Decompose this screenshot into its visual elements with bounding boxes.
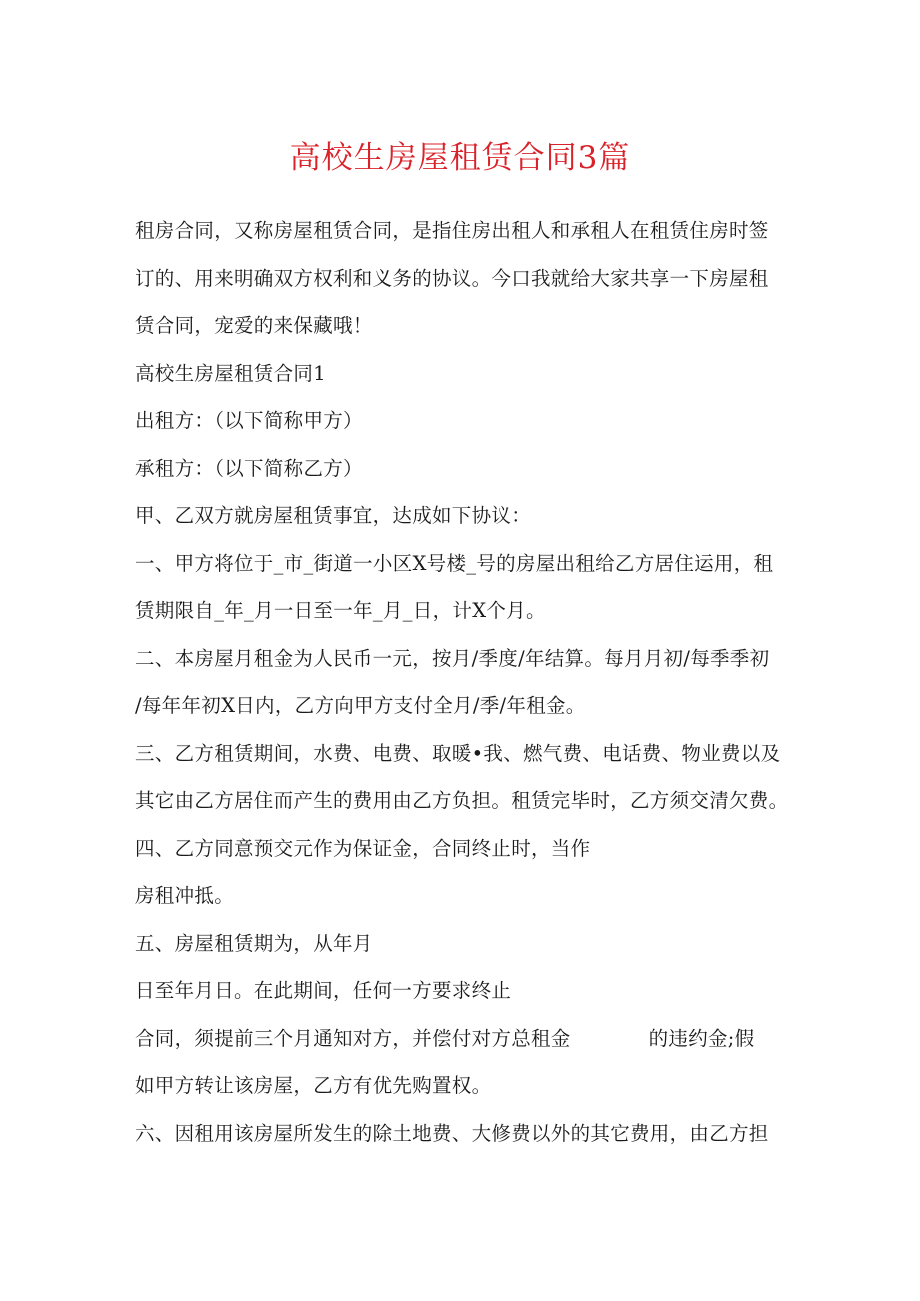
- paragraph-line: 其它由乙方居住而产生的费用由乙方负担。租赁完毕时，乙方须交清欠费。: [135, 789, 789, 812]
- paragraph-line: 承租方：（以下简称乙方）: [135, 456, 363, 480]
- paragraph-line: 房租冲抵。: [135, 884, 235, 907]
- paragraph-line: 出租方：（以下简称甲方）: [135, 409, 363, 432]
- section-heading: 高校生房屋租赁合同1: [135, 361, 326, 385]
- line-tail: 的违约金;假: [648, 1026, 755, 1050]
- paragraph-line: 四、乙方同意预交元作为保证金，合同终止时，当作: [135, 836, 591, 860]
- paragraph-line: 六、因租用该房屋所发生的除土地费、大修费以外的其它费用，由乙方担: [135, 1121, 769, 1145]
- line-head: 合同，须提前三个月通知对方，并偿付对方总租金: [135, 1026, 571, 1050]
- paragraph-line: 三、乙方租赁期间，水费、电费、取暖•我、燃气费、电话费、物业费以及: [135, 741, 781, 765]
- paragraph-line: 甲、乙双方就房屋租赁事宜，达成如下协议：: [135, 504, 532, 527]
- paragraph-line: /每年年初X日内，乙方向甲方支付全月/季/年租金。: [135, 694, 586, 717]
- paragraph-line: 一、甲方将位于_市_街道一小区X号楼_号的房屋出租给乙方居住运用，租: [135, 551, 774, 575]
- paragraph-line: 赁期限自_年_月一日至一年_月_日，计X个月。: [135, 599, 546, 622]
- paragraph-line: 日至年月日。在此期间，任何一方要求终止: [135, 979, 512, 1002]
- paragraph-line: 租房合同，又称房屋租赁合同，是指住房出租人和承租人在租赁住房时签: [135, 219, 769, 242]
- document-body: [135, 207, 795, 1157]
- paragraph-line: [135, 1015, 795, 1063]
- paragraph-line: 赁合同，宠爱的来保藏哦！: [135, 314, 373, 337]
- page-title: 高校生房屋租赁合同3篇: [289, 140, 631, 176]
- paragraph-line: 如甲方转让该房屋，乙方有优先购置权。: [135, 1074, 492, 1097]
- paragraph-line: 五、房屋租赁期为，从年月: [135, 931, 373, 955]
- paragraph-line: 二、本房屋月租金为人民币一元，按月/季度/年结算。每月月初/每季季初: [135, 646, 770, 670]
- paragraph-line: 订的、用来明确双方权利和义务的协议。今口我就给大家共享一下房屋租: [135, 266, 769, 290]
